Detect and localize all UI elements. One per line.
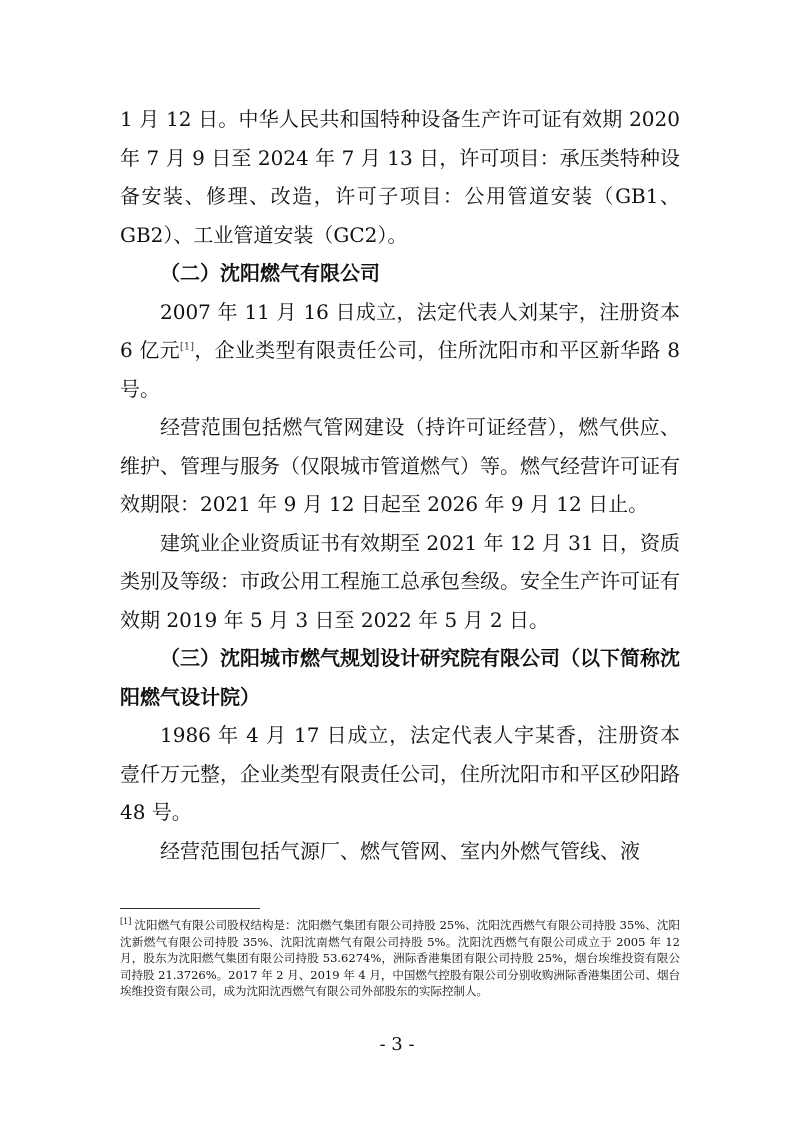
body-text: [120, 100, 680, 870]
footnote-divider: [120, 908, 260, 909]
paragraph-design-institute-scope: 经营范围包括气源厂、燃气管网、室内外燃气管线、液: [160, 838, 640, 863]
paragraph-qualifications: 建筑业企业资质证书有效期至 2021 年 12 月 31 日，资质类别及等级：市政公用工程施工总承包叁级。安全生产许可证有效期 2019 年 5 月 3 日至 2022 年 5 月 2 日。: [120, 530, 680, 632]
paragraph-design-institute-info: 1986 年 4 月 17 日成立，法定代表人宇某香，注册资本壹仟万元整，企业类型有限责任公司，住所沈阳市和平区砂阳路 48 号。: [120, 723, 680, 824]
company-info-text: 2007 年 11 月 16 日成立，法定代表人刘某宇，注册资本 6 亿元: [120, 299, 680, 362]
paragraph-company-info: [120, 293, 680, 409]
section-heading-3: （三）沈阳城市燃气规划设计研究院有限公司（以下简称沈阳燃气设计院）: [120, 646, 680, 709]
paragraph-permit-continuation: 1 月 12 日。中华人民共和国特种设备生产许可证有效期 2020 年 7 月 9 日至 2024 年 7 月 13 日，许可项目：承压类特种设备安装、修理、改造，许可子项目：公用管道安装（GB1、GB2）、工业管道安装（GC2）。: [120, 107, 680, 247]
footnote: [120, 917, 680, 1000]
company-info-text-cont: ，企业类型有限责任公司，住所沈阳市和平区新华路 8 号。: [120, 338, 680, 401]
page-number: - 3 -: [379, 1034, 415, 1055]
paragraph-business-scope: 经营范围包括燃气管网建设（持许可证经营），燃气供应、维护、管理与服务（仅限城市管道燃气）等。燃气经营许可证有效期限：2021 年 9 月 12 日起至 2026 年 9 月 12 日止。: [120, 415, 680, 516]
section-heading-2: （二）沈阳燃气有限公司: [160, 261, 380, 285]
footnote-text: 沈阳燃气有限公司股权结构是：沈阳燃气集团有限公司持股 25%、沈阳沈西燃气有限公司持股 35%、沈阳沈新燃气有限公司持股 35%、沈阳沈南燃气有限公司持股 5%。沈阳沈西燃气有限公司成立于 2005 年 12 月，股东为沈阳燃气集团有限公司持股 53.6274%，洲际香港集团有限公司持股 25%，烟台埃维投资有限公司持股 21.3726%。2017 年 2 月、2019 年 4 月，中国燃气控股有限公司分别收购洲际香港集团公司、烟台埃维投资有限公司，成为沈阳沈西燃气有限公司外部股东的实际控制人。: [120, 918, 680, 998]
footnote-reference[interactable]: [1]: [179, 341, 195, 353]
footnote-mark: [1]: [120, 917, 132, 927]
